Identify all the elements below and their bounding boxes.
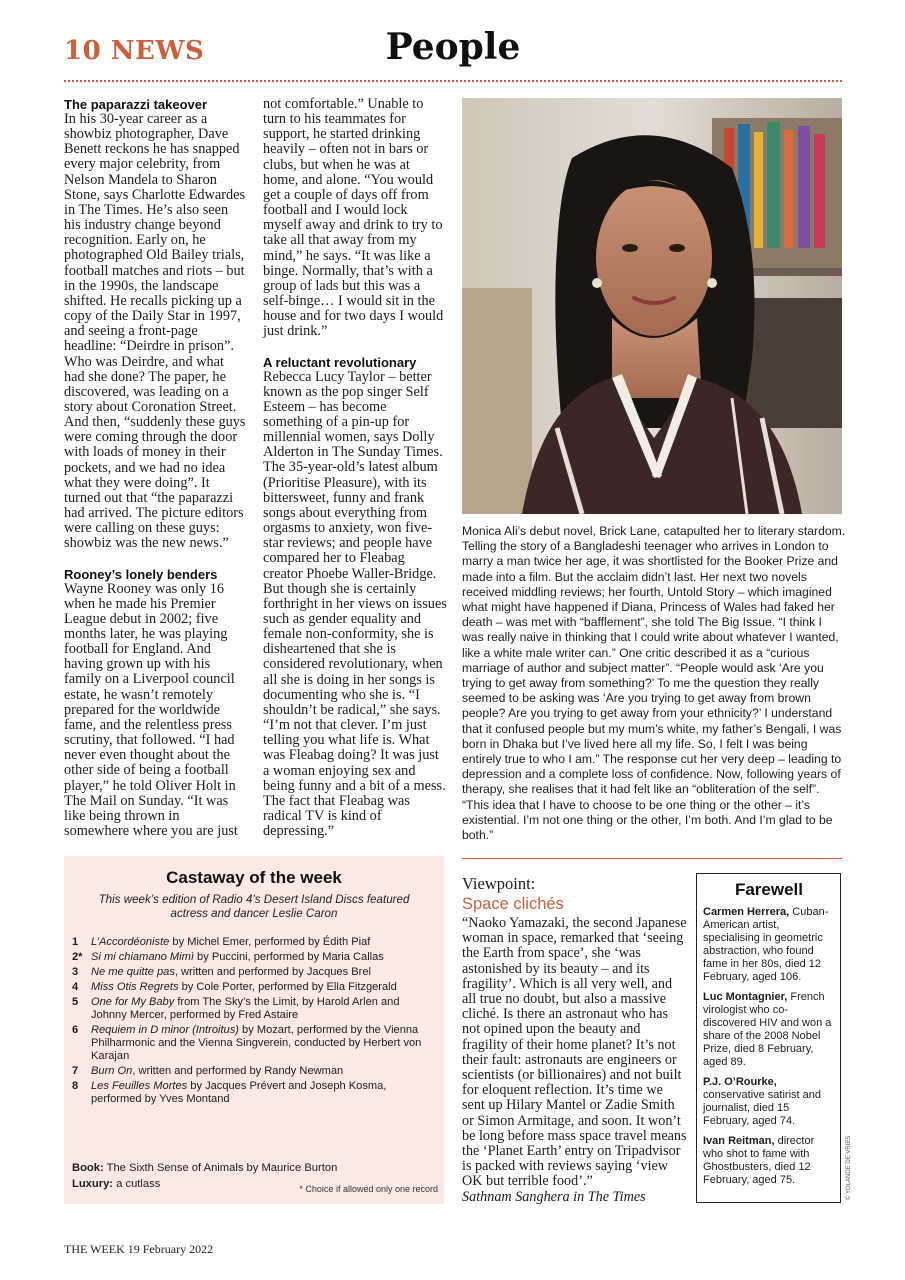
monica-ali-article: Monica Ali’s debut novel, Brick Lane, catapulted her to literary stardom. Telling the story of a Bangladeshi teenager who arrives in London to marry a man twice her age, it was shortlisted for the Booker Prize and made into a film. But the acclaim didn’t last. Her next two novels received middling reviews; her fourth, Untold Story – which imagined what might have happened if Diana, Princess of Wales had faked her death – was met with “bafflement”, she told The Big Issue. “I think I was really naive in thinking that I could write about whatever I wanted, like a white male writer can.” One critic described it as a “curious marriage of author and subject matter”. “People would ask ‘Are you trying to get away from something?’ To me the question they really seemed to be asking was ‘Are you trying to get away from brown people? Are you trying to get away from your ethnicity?’ I understand that it confused people but my mum’s white, my father’s Bengali, I was born in Dhaka but I’ve lived here all my life. So, I felt I was being entirely true to who I am.” The response cut her very deep – leading to depression and a complete loss of confidence. Now, following years of therapy, she realises that it had felt like an “obliteration of the self”. “This idea that I have to choose to be one thing or the other – it’s existential. I’m not one thing or the other, I’m both. And I’m glad to be both.” xyxy=(462,524,846,843)
castaway-box xyxy=(64,856,444,1204)
track-number: 6 xyxy=(72,1024,79,1036)
paparazzi-body: In his 30-year career as a showbiz photographer, Dave Benett reckons he has snapped every major celebrity, from Nelson Mandela to Sharon Stone, says Charlotte Edwardes in The Times. He’s also seen his industry change beyond recognition. Early on, he photographed Old Bailey trials, football matches and riots – but in the 1990s, the landscape shifted. He recalls picking up a copy of the Daily Star in 1997, and seeing a front-page headline: “Deirdre in prison”. Who was Deirdre, and what had she done? The paper, he discovered, was leading on a story about Coronation Street. And then, “suddenly these guys were coming through the door with loads of money in their pockets, and we had no idea what they were doing”. It turned out that “the paparazzi had arrived. The picture editors were calling on these guys: showbiz was the new news.” xyxy=(64,111,246,552)
farewell-box xyxy=(696,873,841,1203)
section-divider xyxy=(462,858,842,859)
page-section-label: 10 NEWS xyxy=(64,36,205,66)
page-footer: THE WEEK 19 February 2022 xyxy=(64,1242,214,1256)
luxury-label: Luxury: xyxy=(72,1178,114,1190)
viewpoint-body: “Naoko Yamazaki, the second Japanese woman in space, remarked that ‘seeing the Earth from space’, she ‘was astonished by its beauty – and its fragility’. Which is all very well, and all true no doubt, but also a massive cliché. Is there an astronaut who has not opined upon the beauty and fragility of their home planet? It’s not their fault: astronauts are engineers or scientists (or billionaires) and not built for eloquent reflection. It’s time we sent up Hilary Mantel or Zadie Smith or Simon Armitage, and soon. It won’t be long before mass space travel means the ‘Planet Earth’ entry on Tripadvisor is packed with reviews saying ‘view OK but terrible food’.” xyxy=(462,915,687,1190)
viewpoint-title: Space clichés xyxy=(462,895,564,913)
track-detail: , written and performed by Randy Newman xyxy=(132,1065,344,1077)
farewell-name: Ivan Reitman, xyxy=(703,1135,775,1147)
masthead xyxy=(64,26,842,82)
castaway-track-list xyxy=(72,936,438,1108)
track-number: 8 xyxy=(72,1080,79,1092)
paparazzi-heading: The paparazzi takeover xyxy=(64,97,208,112)
castaway-track xyxy=(72,1065,438,1078)
track-text xyxy=(91,996,438,1022)
castaway-track xyxy=(72,981,438,994)
rooney-heading: Rooney’s lonely benders xyxy=(64,566,218,582)
farewell-entry xyxy=(703,1076,835,1128)
photo-credit: © YOLANDE DE VRIES xyxy=(846,1135,852,1200)
revolutionary-heading: A reluctant revolutionary xyxy=(263,354,417,370)
farewell-entry xyxy=(703,1135,835,1187)
castaway-track xyxy=(72,966,438,979)
track-title: L’Accordéoniste xyxy=(91,936,170,948)
revolutionary-body: Rebecca Lucy Taylor – better known as the pop singer Self Esteem – has become something of a pin-up for millennial women, says Dolly Alderton in The Sunday Times. The 35-year-old’s latest album (Prioritise Pleasure), with its bittersweet, funny and frank songs about everything from orgasms to anxiety, won five-star reviews; and people have compared her to Fleabag creator Phoebe Waller-Bridge. But though she is certainly forthright in her views on issues such as gender equality and female non-conformity, she is disheartened that she is considered revolutionary, when all she is doing in her songs is documenting who she is. “I shouldn’t be radical,” she says. “I’m not that clever. I’m just telling you what life is. What was Fleabag doing? It was just a woman enjoying sex and being funny and a bit of a mess. The fact that Fleabag was radical TV is kind of depressing.” xyxy=(263,368,447,840)
rooney-body-part2: not comfortable.” Unable to turn to his teammates for support, he started drinking heavily – often not in bars or clubs, but when he was at home, and alone. “You would get a couple of days off from football and I would lock myself away and drink to try to take all that away from my mind,” he says. “It was like a binge. Normally, that’s with a group of lads but this was a self-binge… I would sit in the house and for two days I would just drink.” xyxy=(263,96,444,340)
monica-ali-photo xyxy=(462,98,842,514)
castaway-intro: This week’s edition of Radio 4’s Desert Island Discs featured actress and dancer Leslie Caron xyxy=(98,893,410,920)
farewell-name: P.J. O’Rourke, xyxy=(703,1076,777,1088)
track-title: Ne me quitte pas xyxy=(91,966,175,978)
farewell-text: conservative satirist and journalist, died 15 February, aged 74. xyxy=(703,1089,821,1127)
track-detail: by Jacques Prévert and Joseph Kosma, performed by Yves Montand xyxy=(91,1080,387,1105)
rooney-body-part1: Wayne Rooney was only 16 when he made his Premier League debut in 2002; five months later, he was playing football for England. And having grown up with his family on a Liverpool council estate, he wasn’t remotely prepared for the worldwide fame, and the relentless press scrutiny, that followed. “I had never even thought about the other side of being a football player,” he told Oliver Holt in The Mail on Sunday. “It was like being thrown in somewhere where you are just xyxy=(64,580,238,840)
track-title: Burn On xyxy=(91,1065,133,1077)
luxury-value: a cutlass xyxy=(116,1178,161,1190)
farewell-text: Cuban-American artist, specialising in geometric abstraction, who found fame in her 80s, died 12 February, aged 106. xyxy=(703,906,829,983)
farewell-entry xyxy=(703,906,835,984)
track-detail: by Puccini, performed by Maria Callas xyxy=(193,951,384,963)
castaway-track xyxy=(72,951,438,964)
track-text xyxy=(91,981,397,994)
viewpoint-kicker: Viewpoint: xyxy=(462,874,536,893)
farewell-text: director who shot to fame with Ghostbusters, died 12 February, aged 75. xyxy=(703,1135,815,1186)
track-text xyxy=(91,1065,343,1078)
track-title: One for My Baby xyxy=(91,996,175,1008)
castaway-track xyxy=(72,936,438,949)
track-text xyxy=(91,966,371,979)
track-number: 5 xyxy=(72,996,79,1008)
castaway-track xyxy=(72,996,438,1022)
track-detail: , written and performed by Jacques Brel xyxy=(174,966,371,978)
track-title: Les Feuilles Mortes xyxy=(91,1080,188,1092)
track-title: Miss Otis Regrets xyxy=(91,981,179,993)
track-number: 2* xyxy=(72,951,83,963)
track-text xyxy=(91,1080,438,1106)
track-number: 4 xyxy=(72,981,79,993)
castaway-track xyxy=(72,1080,438,1106)
book-label: Book: xyxy=(72,1162,104,1174)
farewell-entry xyxy=(703,991,835,1069)
farewell-title: Farewell xyxy=(734,880,804,899)
viewpoint-column xyxy=(462,874,688,1205)
track-detail: by Cole Porter, performed by Ella Fitzgerald xyxy=(178,981,397,993)
castaway-track xyxy=(72,1024,438,1063)
track-number: 3 xyxy=(72,966,79,978)
track-text xyxy=(91,1024,438,1063)
farewell-name: Carmen Herrera, xyxy=(703,906,790,918)
track-detail: from The Sky’s the Limit, by Harold Arlen and Johnny Mercer, performed by Fred Astaire xyxy=(91,996,400,1021)
track-title: Si mi chiamano Mimì xyxy=(91,951,194,963)
castaway-book-luxury xyxy=(72,1160,337,1192)
castaway-title: Castaway of the week xyxy=(166,868,342,887)
farewell-entries xyxy=(703,906,835,1187)
track-number: 1 xyxy=(72,936,79,948)
track-text xyxy=(91,951,384,964)
viewpoint-source: Sathnam Sanghera in The Times xyxy=(462,1188,646,1205)
track-title: Requiem in D minor (Introitus) xyxy=(91,1024,239,1036)
column-left xyxy=(64,97,248,839)
track-detail: by Mozart, performed by the Vienna Philharmonic and the Vienna Singverein, conducted by Herbert von Karajan xyxy=(91,1024,422,1062)
farewell-text: French virologist who co-discovered HIV and won a share of the 2008 Nobel Prize, died 8 February, aged 89. xyxy=(703,991,832,1068)
track-number: 7 xyxy=(72,1065,79,1077)
castaway-footnote: * Choice if allowed only one record xyxy=(299,1184,438,1194)
column-middle xyxy=(263,97,447,839)
page-title: People xyxy=(385,26,521,68)
book-value: The Sixth Sense of Animals by Maurice Burton xyxy=(106,1162,338,1174)
farewell-name: Luc Montagnier, xyxy=(703,991,788,1003)
track-detail: by Michel Emer, performed by Édith Piaf xyxy=(169,936,371,948)
track-text xyxy=(91,936,370,949)
